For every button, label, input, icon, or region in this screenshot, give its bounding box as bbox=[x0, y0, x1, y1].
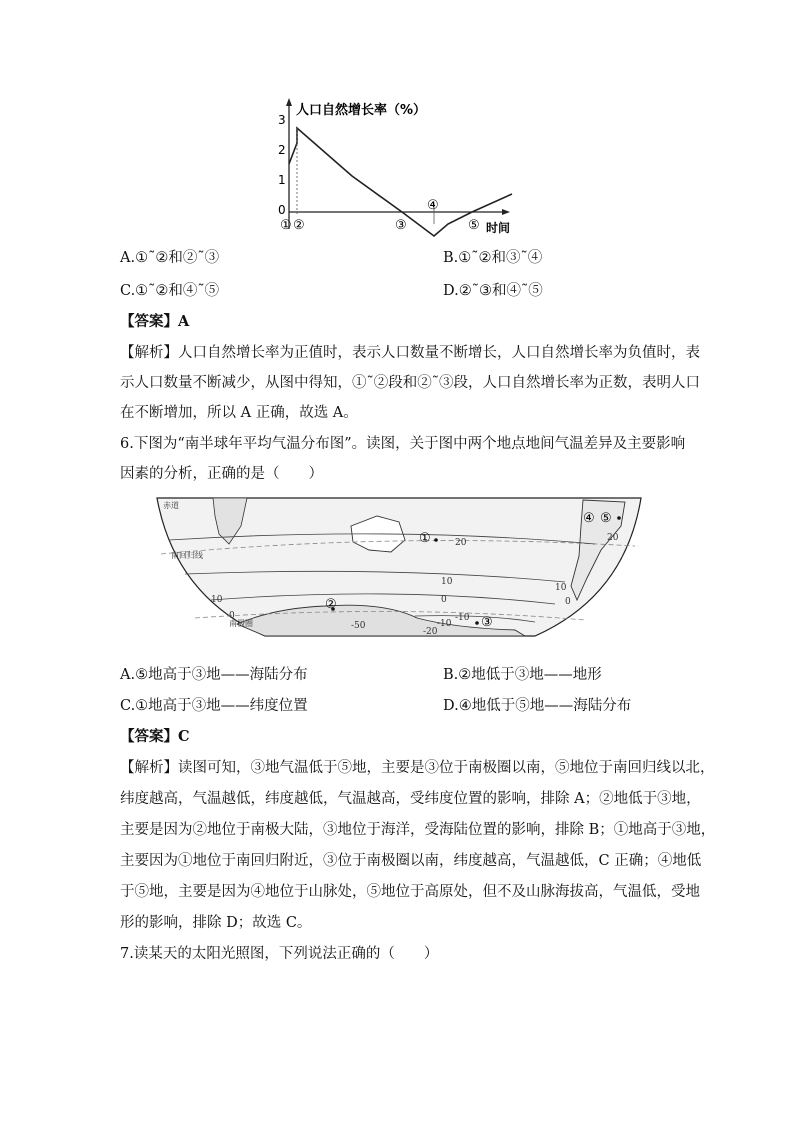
isotherm-label: -50 bbox=[351, 621, 366, 631]
map-point-4: ④ bbox=[583, 511, 595, 526]
x-axis-arrow bbox=[502, 209, 510, 215]
q6-option-b: B.②地低于③地——地形 bbox=[443, 667, 602, 683]
q5-option-a: A.①˜②和②˜③ bbox=[120, 250, 220, 266]
map-point-2: ② bbox=[325, 597, 337, 612]
polar-label: 南极圈 bbox=[229, 619, 253, 628]
q6-analysis-line: 形的影响，排除 D；故选 C。 bbox=[120, 915, 312, 931]
q6-analysis-line: 于⑤地，主要是因为④地位于山脉处，⑤地位于高原处，但不及山脉海拔高，气温低，受地 bbox=[120, 884, 700, 900]
q6-analysis-line: 【解析】读图可知，③地气温低于⑤地，主要是③位于南极圈以南，⑤地位于南回归线以北， bbox=[120, 760, 715, 776]
q5-option-c: C.①˜②和④˜⑤ bbox=[120, 283, 220, 299]
isotherm-label: -10 bbox=[455, 613, 470, 623]
isotherm-label: -20 bbox=[423, 627, 438, 637]
q5-answer: 【答案】A bbox=[120, 313, 190, 330]
isotherm-label: 20 bbox=[607, 533, 619, 543]
q5-analysis-line: 示人口数量不断减少，从图中得知，①˜②段和②˜③段，人口自然增长率为正数，表明人口 bbox=[120, 375, 700, 391]
map-point-5: ⑤ bbox=[600, 511, 612, 526]
isotherm-label: 0 bbox=[441, 595, 447, 605]
population-growth-chart bbox=[272, 96, 522, 238]
southern-hemisphere-temperature-map bbox=[155, 496, 643, 642]
point-marker-5 bbox=[617, 516, 621, 520]
isotherm-label: 10 bbox=[441, 577, 453, 587]
point-label-2: ② bbox=[293, 218, 305, 233]
point-label-3: ③ bbox=[395, 218, 407, 233]
map-point-1: ① bbox=[419, 531, 431, 546]
y-axis-label: 人口自然增长率（%） bbox=[296, 103, 427, 118]
y-tick-label: 0 bbox=[278, 203, 286, 217]
q6-analysis-line: 主要是因为②地位于南极大陆，③地位于海洋，受海陆位置的影响，排除 B；①地高于③地， bbox=[120, 822, 716, 838]
q6-analysis-line: 主要因为①地位于南回归附近，③位于南极圈以南，纬度越高，气温越低，C 正确；④地低 bbox=[120, 853, 702, 869]
q6-stem-line: 6.下图为“南半球年平均气温分布图”。读图，关于图中两个地点地间气温差异及主要影响 bbox=[120, 436, 686, 452]
equator-label: 赤道 bbox=[163, 501, 179, 510]
y-tick-label: 3 bbox=[278, 113, 286, 127]
map-point-3: ③ bbox=[481, 615, 493, 630]
point-label-1: ① bbox=[280, 218, 292, 233]
q6-analysis-line: 纬度越高，气温越低，纬度越低，气温越高，受纬度位置的影响，排除 A；②地低于③地， bbox=[120, 791, 701, 807]
q5-option-d: D.②˜③和④˜⑤ bbox=[443, 283, 543, 299]
q5-analysis-line: 在不断增加，所以 A 正确，故选 A。 bbox=[120, 405, 358, 421]
q6-stem-line: 因素的分析，正确的是（ ） bbox=[120, 466, 323, 482]
y-axis-arrow bbox=[286, 98, 292, 106]
point-marker-1 bbox=[434, 538, 438, 542]
isotherm-label: 10 bbox=[211, 595, 223, 605]
point-label-4: ④ bbox=[427, 198, 439, 213]
q6-option-d: D.④地低于⑤地——海陆分布 bbox=[443, 698, 632, 714]
point-label-5: ⑤ bbox=[468, 218, 480, 233]
q6-option-c: C.①地高于③地——纬度位置 bbox=[120, 698, 308, 714]
isotherm-label: 0 bbox=[229, 611, 235, 621]
q6-option-a: A.⑤地高于③地——海陆分布 bbox=[120, 667, 308, 683]
tropic-label: 南回归线 bbox=[171, 551, 203, 560]
point-marker-3 bbox=[475, 621, 479, 625]
isotherm-label: -10 bbox=[437, 619, 452, 629]
q5-option-b: B.①˜②和③˜④ bbox=[443, 250, 543, 266]
isotherm-label: 20 bbox=[455, 538, 467, 548]
y-tick-label: 1 bbox=[278, 173, 286, 187]
q5-analysis-line: 【解析】人口自然增长率为正值时，表示人口数量不断增长，人口自然增长率为负值时，表 bbox=[120, 345, 700, 361]
y-tick-label: 2 bbox=[278, 143, 286, 157]
x-axis-label: 时间 bbox=[486, 221, 511, 235]
isotherm-label: 0 bbox=[565, 597, 571, 607]
q6-answer: 【答案】C bbox=[120, 728, 190, 745]
isotherm-label: 10 bbox=[555, 583, 567, 593]
q7-stem: 7.读某天的太阳光照图，下列说法正确的（ ） bbox=[120, 946, 439, 962]
